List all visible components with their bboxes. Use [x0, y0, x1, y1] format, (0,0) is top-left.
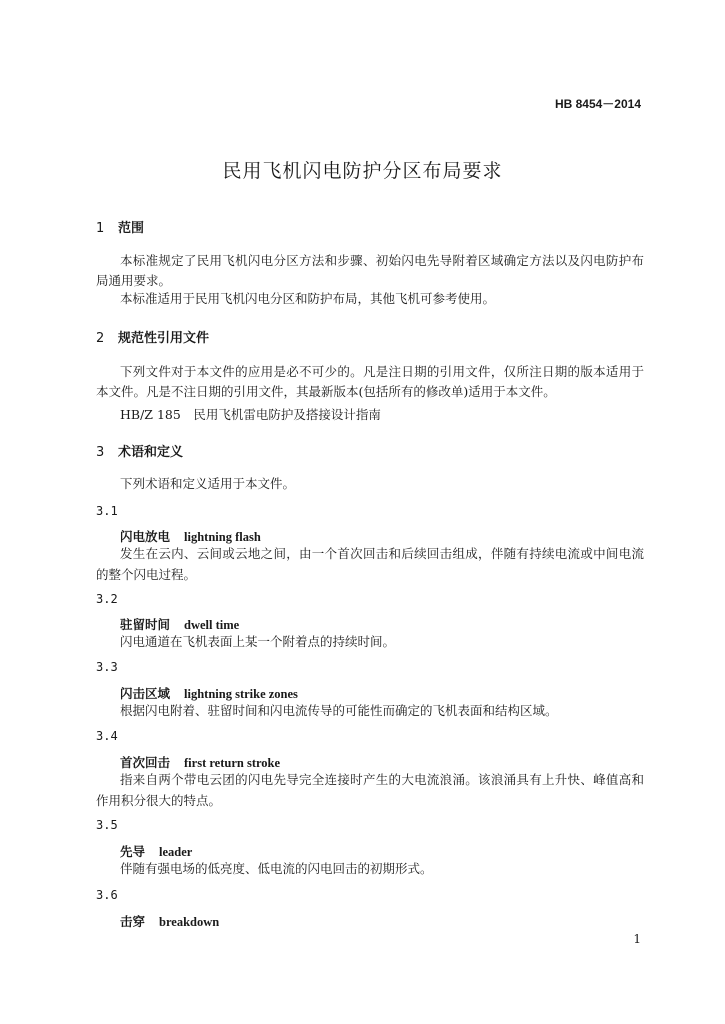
section-heading-terms	[96, 441, 183, 460]
reference-item: HB/Z 185 民用飞机雷电防护及搭接设计指南	[120, 407, 381, 422]
section-number: 3	[96, 445, 105, 460]
term-english: lightning flash	[184, 530, 261, 544]
term-chinese: 先导	[120, 844, 146, 859]
term-english: lightning strike zones	[184, 687, 298, 701]
term-chinese: 闪击区域	[120, 686, 171, 701]
term-definition: 伴随有强电场的低亮度、低电流的闪电回击的初期形式。	[120, 861, 433, 876]
section-number: 1	[96, 221, 105, 236]
clause-number: 3.3	[96, 660, 118, 674]
section-title: 范围	[118, 221, 145, 236]
term-chinese: 击穿	[120, 914, 146, 929]
clause-number: 3.1	[96, 504, 118, 518]
document-title: 民用飞机闪电防护分区布局要求	[222, 160, 503, 182]
clause-number: 3.6	[96, 888, 118, 902]
term-definition: 指来自两个带电云团的闪电先导完全连接时产生的大电流浪涌。该浪涌具有上升快、峰值高和作用积分很大的特点。	[96, 772, 644, 808]
page-number: 1	[633, 932, 641, 946]
term-definition: 闪电通道在飞机表面上某一个附着点的持续时间。	[120, 634, 396, 649]
term-chinese: 闪电放电	[120, 529, 171, 544]
term-chinese: 首次回击	[120, 755, 171, 770]
term-english: first return stroke	[184, 756, 281, 770]
scope-paragraph-2: 本标准适用于民用飞机闪电分区和防护布局，其他飞机可参考使用。	[120, 291, 496, 306]
term-english: dwell time	[184, 618, 240, 632]
clause-number: 3.4	[96, 729, 118, 743]
term-definition: 根据闪电附着、驻留时间和闪电流传导的可能性而确定的飞机表面和结构区域。	[120, 703, 558, 718]
section-title: 规范性引用文件	[118, 331, 210, 346]
clause-number: 3.5	[96, 818, 118, 832]
term-entry	[120, 912, 219, 930]
references-paragraph: 下列文件对于本文件的应用是必不可少的。凡是注日期的引用文件，仅所注日期的版本适用于本文件。凡是不注日期的引用文件，其最新版本(包括所有的修改单)适用于本文件。	[96, 364, 644, 399]
section-heading-scope	[96, 217, 144, 236]
terms-intro: 下列术语和定义适用于本文件。	[120, 476, 296, 491]
section-title: 术语和定义	[118, 445, 184, 460]
term-english: leader	[159, 845, 193, 859]
section-number: 2	[96, 331, 105, 346]
scope-paragraph-1: 本标准规定了民用飞机闪电分区方法和步骤、初始闪电先导附着区域确定方法以及闪电防护布局通用要求。	[96, 253, 644, 288]
clause-number: 3.2	[96, 592, 118, 606]
term-definition: 发生在云内、云间或云地之间，由一个首次回击和后续回击组成，伴随有持续电流或中间电流的整个闪电过程。	[96, 546, 644, 582]
term-english: breakdown	[159, 915, 220, 929]
term-chinese: 驻留时间	[120, 617, 171, 632]
standard-code: HB 8454－2014	[554, 97, 641, 111]
section-heading-references	[96, 327, 209, 346]
